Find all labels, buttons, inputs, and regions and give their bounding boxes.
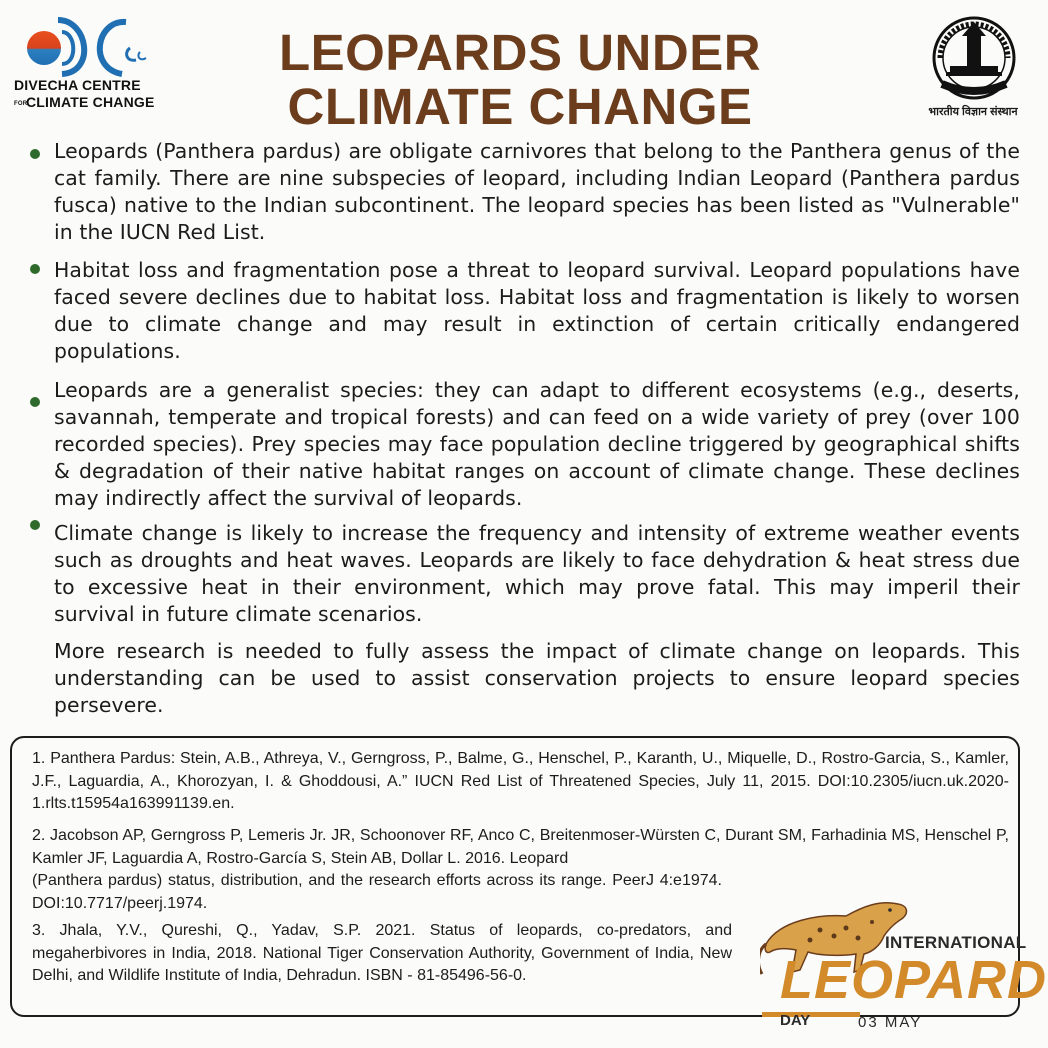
closing-paragraph: More research is needed to fully assess the impact of climate change on leopards. This understanding can be used to assist conservation projects to ensure leopard species persevere. [54, 639, 1020, 717]
reference-2-line-end: (Panthera pardus) status, distribution, and the research efforts across its range. PeerJ 4:e1974. DOI:10.7717/peerj.1974. [32, 872, 722, 912]
org-left-for: FOR [14, 101, 28, 107]
org-right-hindi: भारतीय विज्ञान संस्थान [928, 106, 1018, 118]
iisc-seal-icon [918, 14, 1030, 106]
closing-paragraph-item [30, 638, 1020, 719]
reference-1: 1. Panthera Pardus: Stein, A.B., Athreya, V., Gerngross, P., Balme, G., Henschel, P., Karanth, U., Miquelle, D., Rostro-Garcia, S., Kamler, J.F., Laguardia, A., Khorozyan, I. & Ghoddousi, A.” IUCN Red List of Threatened Species, July 11, 2015. DOI:10.2305/iucn.uk.2020-1.rlts.t15954a163991139.en. [32, 750, 1009, 812]
bullet-item [30, 257, 1020, 365]
reference-2-line-start: 2. Jacobson AP, Gerngross P, Lemeris Jr. JR, Schoonover RF, Anco C, Breitenmoser-Würsten C, Durant SM, Farhadinia MS, Henschel P, Kamler JF, Laguardia A, Rostro-García S, Stein AB, Dollar L. 2016. Leopard [32, 827, 1009, 867]
reference-3: 3. Jhala, Y.V., Qureshi, Q., Yadav, S.P. 2021. Status of leopards, co-predators, and megaherbivores in India, 2018. National Tiger Conservation Authority, Government of India, New Delhi, and Wildlife Institute of India, Dehradun. ISBN - 81-85496-56-0. [32, 922, 732, 984]
bullet-text: Leopards are a generalist species: they can adapt to different ecosystems (e.g., deserts, savannah, temperate and tropical forests) and can feed on a wide variety of prey (over 100 recorded species). Prey species may face population decline triggered by geographical shifts & degradation of their native habitat ranges on account of climate change. These declines may indirectly affect the survival of leopards. [54, 378, 1020, 510]
bullet-dot-icon [30, 397, 40, 407]
badge-leopard: LEOPARD [780, 950, 1048, 1010]
bullet-text: Leopards (Panthera pardus) are obligate carnivores that belong to the Panthera genus of the cat family. There are nine subspecies of leopard, including Indian Leopard (Panthera pardus fusca) native to the Indian subcontinent. The leopard species has been listed as "Vulnerable" in the IUCN Red List. [54, 139, 1020, 244]
bullet-item [30, 520, 1020, 628]
bullet-list [30, 138, 1020, 728]
badge-international: INTERNATIONAL [885, 933, 1027, 952]
dcc-emblem-icon [18, 12, 158, 82]
badge-day: DAY [780, 1012, 811, 1029]
badge-date: 03 MAY [858, 1014, 923, 1031]
bullet-dot-icon [30, 520, 40, 530]
bullet-dot-icon [30, 264, 40, 274]
bullet-text: Climate change is likely to increase the frequency and intensity of extreme weather events such as droughts and heat waves. Leopards are likely to face dehydration & heat stress due to excessive heat in their environment, which may prove fatal. This may imperil their survival in future climate scenarios. [54, 521, 1020, 626]
page-title: LEOPARDS UNDER CLIMATE CHANGE [278, 24, 762, 135]
iisc-seal-logo [918, 14, 1030, 118]
bullet-item [30, 377, 1020, 512]
bullet-item [30, 138, 1020, 246]
bullet-dot-icon [30, 149, 40, 159]
org-left-line2: CLIMATE CHANGE [26, 94, 155, 110]
org-left-line1: DIVECHA CENTRE [14, 77, 141, 93]
bullet-text: Habitat loss and fragmentation pose a threat to leopard survival. Leopard populations have faced severe declines due to habitat loss. Habitat loss and fragmentation is likely to worsen due to climate change and may result in extinction of certain critically endangered populations. [54, 258, 1020, 363]
